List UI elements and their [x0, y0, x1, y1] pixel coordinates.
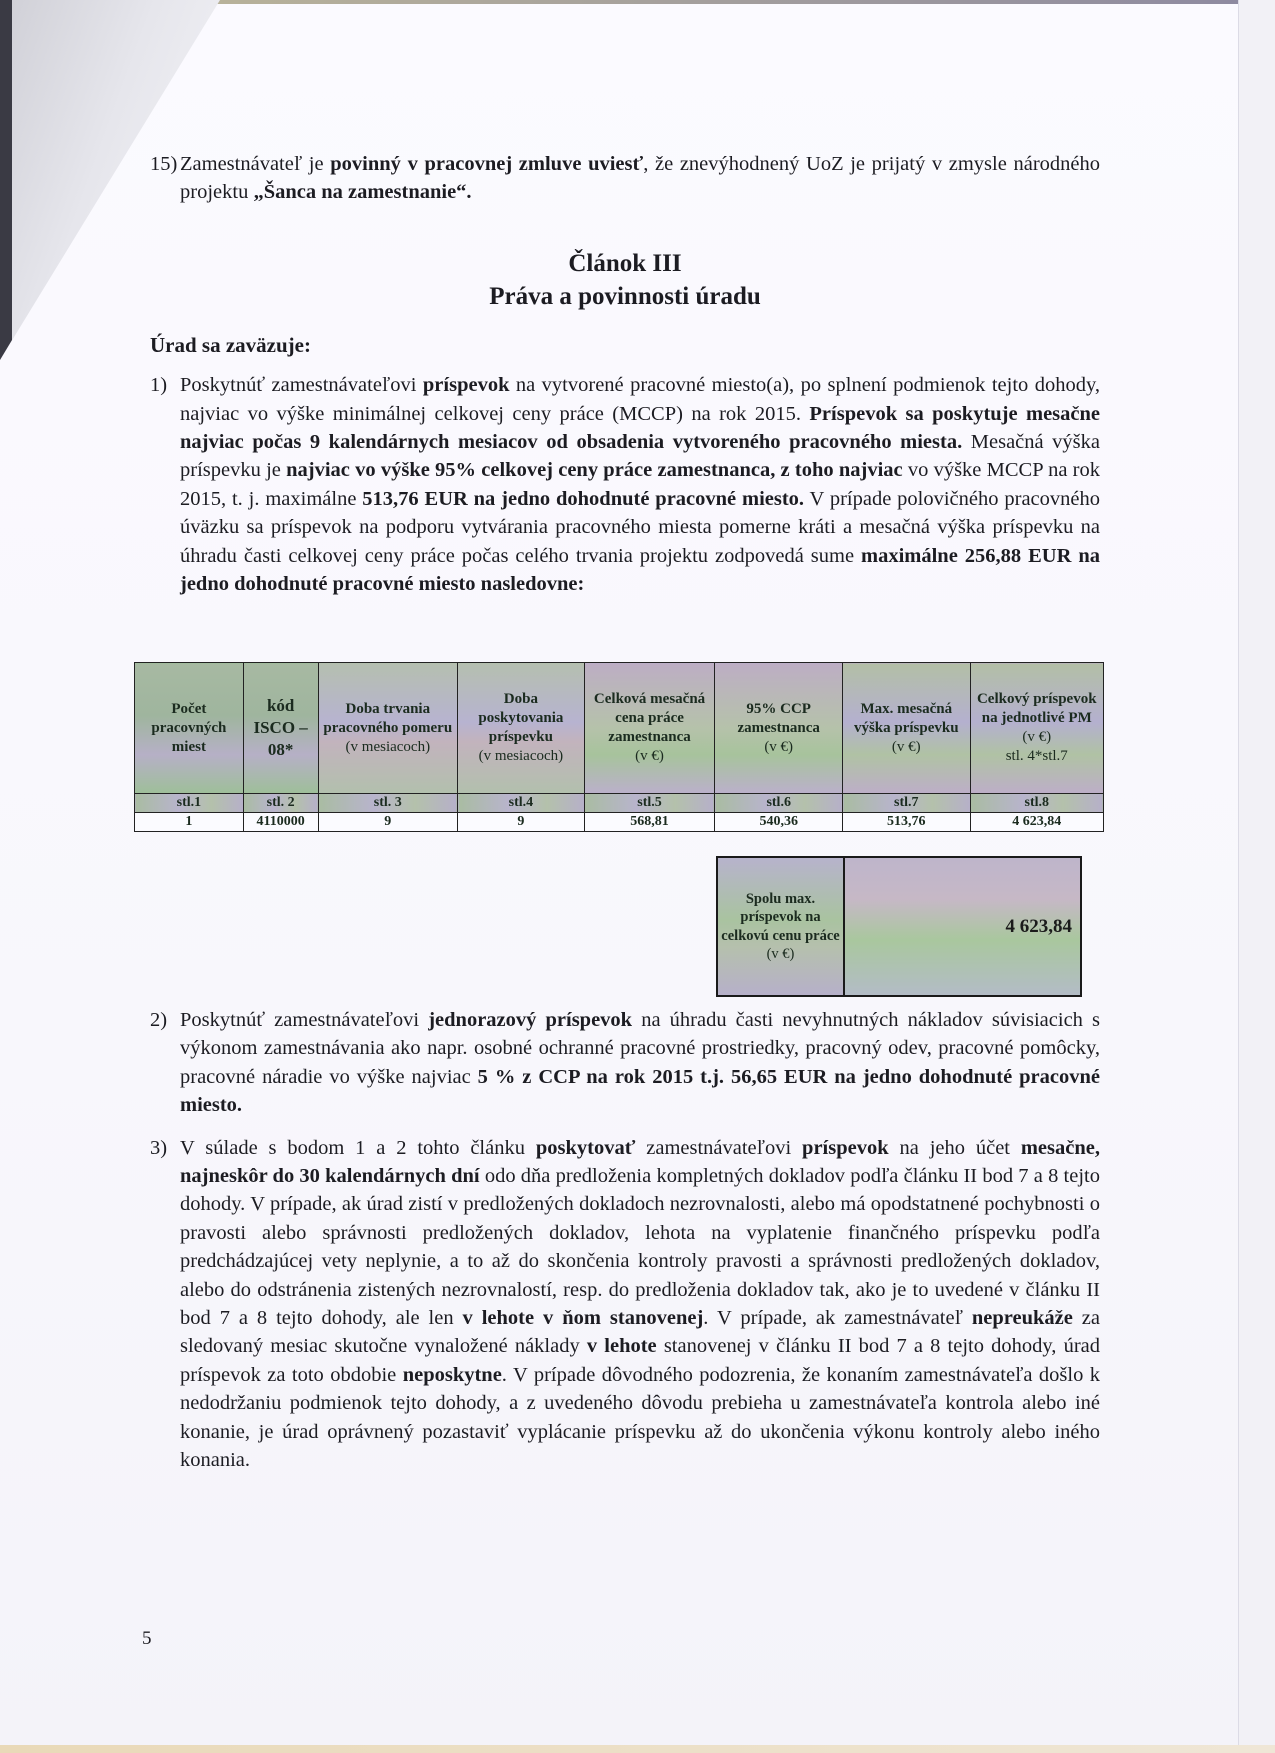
column-id: stl.5 [584, 794, 715, 813]
article-title: Článok III [568, 249, 682, 277]
point-3: 3) V súlade s bodom 1 a 2 tohto článku poskytovať zamestnávateľovi príspevok na jeho účet mesačne, najneskôr do 30 kalendárnych dní odo dňa predloženia kompletných dokladov podľa článku II bod 7 a 8 tejto dohody. V prípade, ak úrad zistí v predložených dokladoch nezrovnalosti, alebo má opodstatnené pochybnosti o pravosti alebo správnosti predložených dokladov, lehota na vyplatenie finančného príspevku podľa predchádzajúcej vety neplynie, a to až do skončenia kontroly pravosti a správnosti predložených dokladov, alebo do odstránenia zistených nezrovnalostí, resp. do predloženia dokladov tak, ako je to uvedené v článku II bod 7 a 8 tejto dohody, ale len v lehote v ňom stanovenej. V prípade, ak zamestnávateľ nepreukáže za sledovaný mesiac skutočne vynaložené náklady v lehote stanovenej v článku II bod 7 a 8 tejto dohody, úrad príspevok za toto obdobie neposkytne. V prípade dôvodného podozrenia, že konaním zamestnávateľa došlo k nedodržaniu podmienok tejto dohody, a z uvedeného dôvodu prebieha u zamestnávateľa kontrola alebo iné konanie, je úrad oprávnený pozastaviť vyplácanie príspevku až do ukončenia výkonu kontroly alebo iného konania. [150, 1134, 1100, 1475]
cell-total-labour-cost: 568,81 [584, 813, 715, 832]
table-header-row [135, 663, 1104, 794]
table-row [135, 813, 1104, 832]
cell-isco: 4110000 [243, 813, 318, 832]
header-cell: Počet pracovných miest [135, 663, 244, 794]
header-cell: Celkový príspevok na jednotlivé PM (v €) stl. 4*stl.7 [970, 663, 1103, 794]
point-2: 2) Poskytnúť zamestnávateľovi jednorazový príspevok na úhradu časti nevyhnutných nákladov súvisiacich s výkonom zamestnávania ako napr. osobné ochranné pracovné prostriedky, pracovný odev, pracovné pomôcky, pracovné náradie vo výške najviac 5 % z CCP na rok 2015 t.j. 56,65 EUR na jedno dohodnuté pracovné miesto. [150, 1006, 1100, 1120]
document-body [150, 150, 1100, 598]
contribution-table [134, 662, 1104, 832]
column-id: stl.4 [458, 794, 585, 813]
column-id: stl.1 [135, 794, 244, 813]
page-bottom-edge [0, 1745, 1275, 1753]
column-id: stl.6 [715, 794, 843, 813]
column-id: stl. 2 [243, 794, 318, 813]
header-cell: kód ISCO – 08* [243, 663, 318, 794]
header-cell: Celková mesačná cena práce zamestnanca (v €) [584, 663, 715, 794]
header-cell: 95% CCP zamestnanca (v €) [715, 663, 843, 794]
total-label: Spolu max. príspevok na celkovú cenu práce (v €) [717, 857, 844, 996]
total-value: 4 623,84 [844, 857, 1081, 996]
page-number: 5 [142, 1628, 152, 1649]
item-number: 3) [150, 1136, 168, 1159]
page-right-edge [1238, 0, 1275, 1753]
page-top-edge [180, 0, 1240, 4]
total-table [716, 856, 1082, 997]
item-15: 15) Zamestnávateľ je povinný v pracovnej zmluve uviesť, že znevýhodnený UoZ je prijatý v zmysle národného projektu „Šanca na zamestnanie“. [150, 150, 1100, 207]
cell-total-contribution: 4 623,84 [970, 813, 1103, 832]
total-box [716, 856, 1082, 997]
item-number: 2) [150, 1009, 168, 1031]
article-subtitle: Práva a povinnosti úradu [489, 282, 761, 310]
cell-contribution-months: 9 [458, 813, 585, 832]
header-cell: Doba trvania pracovného pomeru (v mesiacoch) [318, 663, 457, 794]
column-id: stl.7 [843, 794, 971, 813]
item-number: 1) [150, 374, 168, 397]
header-cell: Max. mesačná výška príspevku (v €) [843, 663, 971, 794]
cell-duration: 9 [318, 813, 457, 832]
document-body-lower [150, 1006, 1100, 1475]
column-id: stl.8 [970, 794, 1103, 813]
item-number: 15) [150, 153, 178, 175]
header-cell: Doba poskytovania príspevku (v mesiacoch) [458, 663, 585, 794]
cell-positions: 1 [135, 813, 244, 832]
cell-max-monthly: 513,76 [843, 813, 971, 832]
point-1: 1) Poskytnúť zamestnávateľovi príspevok na vytvorené pracovné miesto(a), po splnení podmienok tejto dohody, najviac vo výške minimálnej celkovej ceny práce (MCCP) na rok 2015. Príspevok sa poskytuje mesačne najviac počas 9 kalendárnych mesiacov od obsadenia vytvoreného pracovného miesta. Mesačná výška príspevku je najviac vo výške 95% celkovej ceny práce zamestnanca, z toho najviac vo výške MCCP na rok 2015, t. j. maximálne 513,76 EUR na jedno dohodnuté pracovné miesto. V prípade polovičného pracovného úväzku sa príspevok na podporu vytvárania pracovného miesta pomerne kráti a mesačná výška príspevku na úhradu časti celkovej ceny práce počas celého trvania projektu zodpovedá sume maximálne 256,88 EUR na jedno dohodnuté pracovné miesto nasledovne: [150, 371, 1100, 598]
column-id: stl. 3 [318, 794, 457, 813]
cell-95-ccp: 540,36 [715, 813, 843, 832]
column-id-row [135, 794, 1104, 813]
section-intro: Úrad sa zaväzuje: [150, 332, 311, 357]
